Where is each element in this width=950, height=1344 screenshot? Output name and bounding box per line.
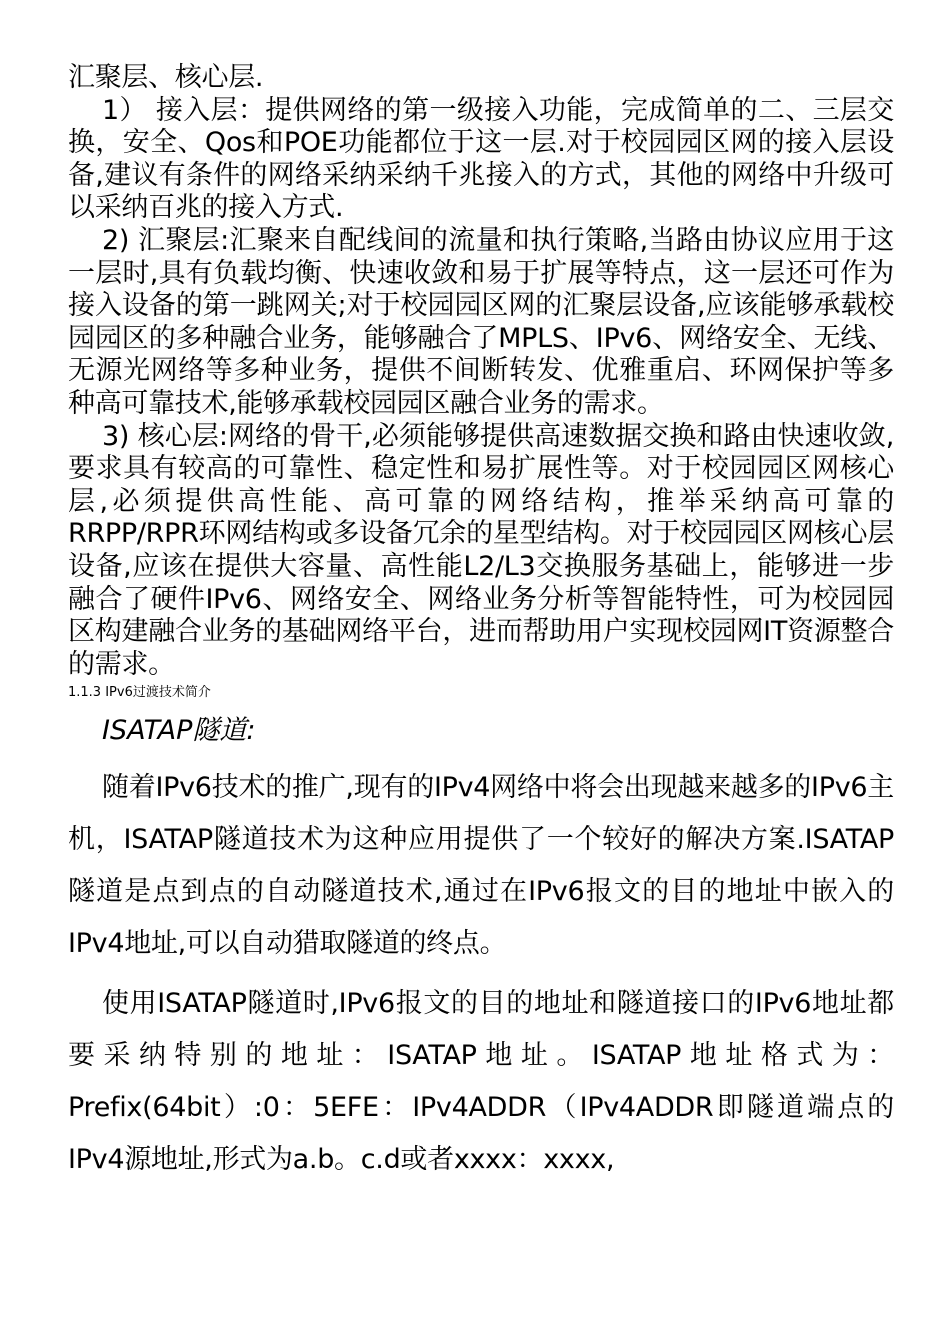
- paragraph-access-layer: 1） 接入层：提供网络的第一级接入功能，完成简单的二、三层交换，安全、Qos和POE功能都位于这一层.对于校园园区网的接入层设备,建议有条件的网络采纳采纳千兆接入的方式，其他的网络中升级可以采纳百兆的接入方式.: [68, 94, 894, 224]
- paragraph-aggregation-layer: 2) 汇聚层:汇聚来自配线间的流量和执行策略,当路由协议应用于这一层时,具有负载均衡、快速收敛和易于扩展等特点，这一层还可作为接入设备的第一跳网关;对于校园园区网的汇聚层设备,应该能够承载校园园区的多种融合业务，能够融合了MPLS、IPv6、网络安全、无线、无源光网络等多种业务，提供不间断转发、优雅重启、环网保护等多种高可靠技术,能够承载校园园区融合业务的需求。: [68, 224, 894, 419]
- paragraph-intro: 汇聚层、核心层.: [68, 62, 264, 93]
- paragraph-core-layer: 3) 核心层:网络的骨干,必须能够提供高速数据交换和路由快速收敛,要求具有较高的可靠性、稳定性和易扩展性等。对于校园园区网核心层,必须提供高性能、高可靠的网络结构，推举采纳高可靠的RRPP/RPR环网结构或多设备冗余的星型结构。对于校园园区网核心层设备,应该在提供大容量、高性能L2/L3交换服务基础上，能够进一步融合了硬件IPv6、网络安全、网络业务分析等智能特性，可为校园园区构建融合业务的基础网络平台，进而帮助用户实现校园网IT资源整合的需求。: [68, 420, 894, 680]
- isatap-subheading: ISATAP隧道:: [102, 715, 256, 747]
- layer-description-section: [68, 62, 894, 681]
- paragraph-isatap-address: 使用ISATAP隧道时,IPv6报文的目的地址和隧道接口的IPv6地址都要采纳特别的地址：ISATAP地址。ISATAP地址格式为：Prefix(64bit）:0：5EFE：IPv4ADDR（IPv4ADDR即隧道端点的IPv4源地址,形式为a.b。c.d或者xxxx：xxxx,: [68, 988, 894, 1176]
- section-heading: 1.1.3 IPv6过渡技术简介: [68, 685, 211, 701]
- isatap-section: [68, 762, 894, 1186]
- document-page: [68, 62, 894, 1186]
- paragraph-isatap-intro: 随着IPv6技术的推广,现有的IPv4网络中将会出现越来越多的IPv6主机，ISATAP隧道技术为这种应用提供了一个较好的解决方案.ISATAP隧道是点到点的自动隧道技术,通过在IPv6报文的目的地址中嵌入的IPv4地址,可以自动猎取隧道的终点。: [68, 772, 894, 960]
